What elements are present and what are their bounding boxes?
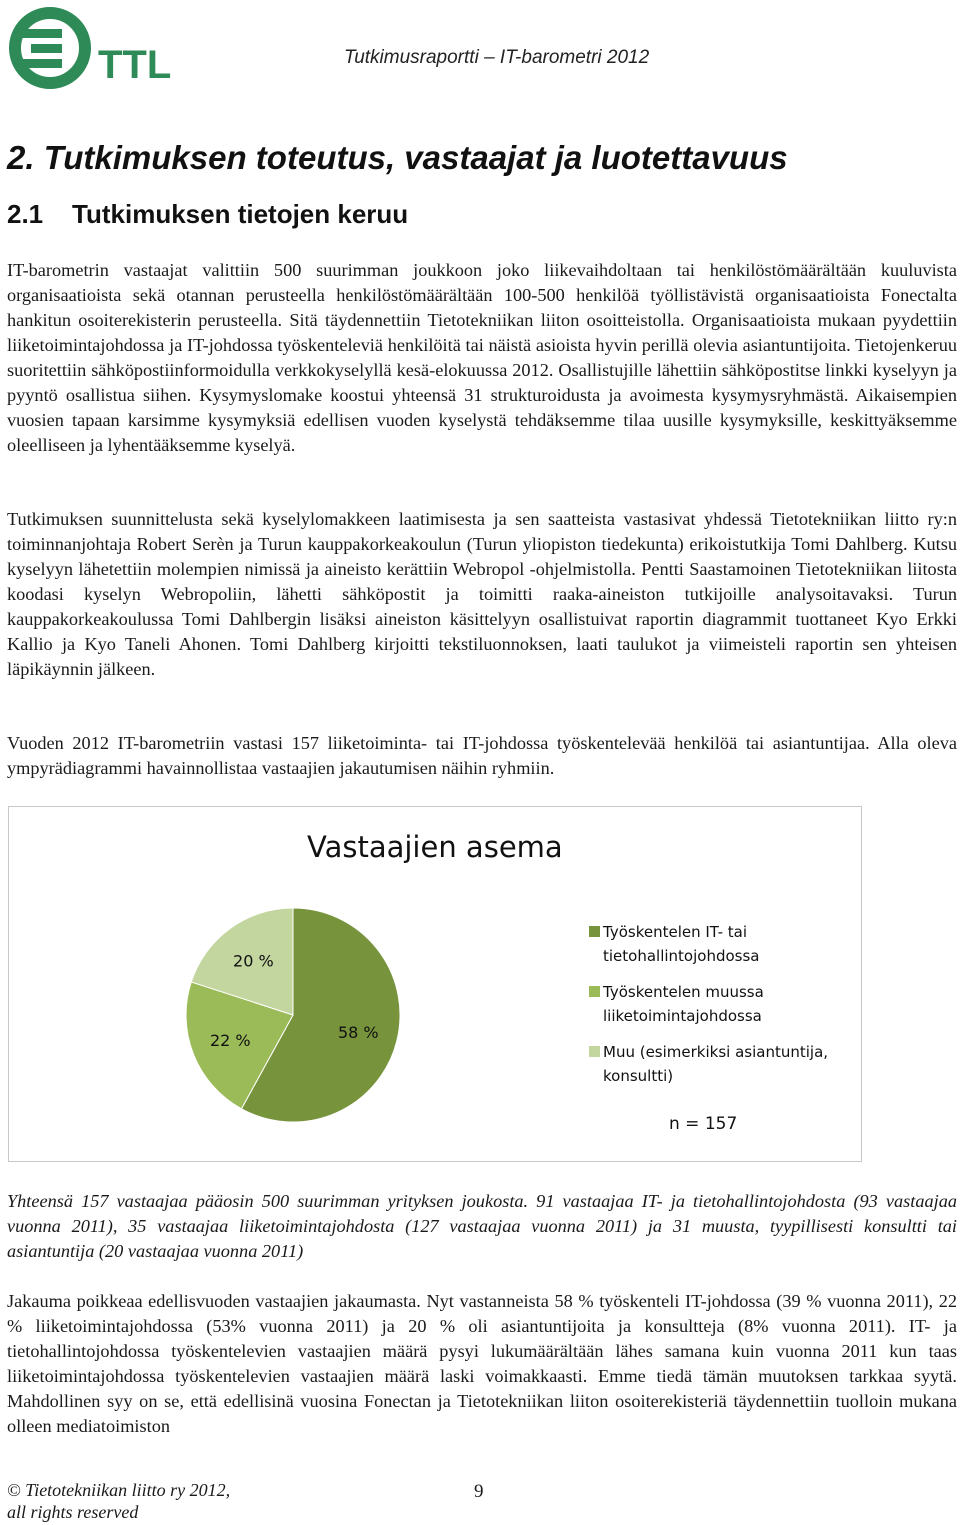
ttl-logo <box>6 4 196 94</box>
chart-caption: Yhteensä 157 vastaajaa pääosin 500 suurimman yrityksen joukosta. 91 vastaajaa IT- ja tietohallintojohdosta (93 vastaajaa vuonna 2011), 35 vastaajaa liiketoimintajohdosta (127 vastaajaa vuonna 2011) ja 31 muusta, tyypillisesti konsultti tai asiantuntija (20 vastaajaa vuonna 2011) <box>7 1191 957 1261</box>
pie-chart <box>9 807 861 1161</box>
legend-label-2-line-1: Työskentelen muussa <box>603 983 764 1001</box>
subsection-title: 2.1 Tutkimuksen tietojen keruu <box>7 199 409 229</box>
pie-data-label-1: 58 % <box>337 1022 379 1042</box>
ttl-logo-bar-bottom <box>18 59 62 68</box>
ttl-logo-bar-top <box>18 29 62 38</box>
copyright <box>7 1479 230 1523</box>
paragraph-data-collection: IT-barometrin vastaajat valittiin 500 suurimman joukkoon joko liikevaihdoltaan tai henkilöstömäärältään kuuluvista organisaatioista sekä otannan perusteella henkilöstömäärältään 100-500 henkilöä työllistävistä organisaatioista Fonectalta hankitun osoiterekisterin perusteella. Sitä täydennettiin Tietotekniikan liiton osoitteistolla. Organisaatioista mukaan pyydettiin liiketoimintajohdossa ja IT-johdossa työskenteleviä henkilöitä tai näistä asioista hyvin perillä olevia asiantuntijoita. Tietojenkeruu suoritettiin sähköpostiinformoidulla verkkokyselyllä kesä-elokuussa 2012. Osallistujille lähettiin sähköpostitse linkki kyselyyn ja pyyntö osallistua siihen. Kysymyslomake koostui yhteensä 31 strukturoidusta ja avoimesta kysymysryhmästä. Aikaisempien vuosien tapaan karsimme kysymyksiä edellisen vuoden kyselystä tehdäksemme tilaa uusille kysymyksille, keskittyäksemme oleelliseen ja lyhentääksemme kyselyä. <box>7 260 957 455</box>
legend-label-1-line-1: Työskentelen IT- tai <box>603 923 747 941</box>
chart-legend <box>589 923 828 1085</box>
sample-size-note: n = 157 <box>669 1114 738 1134</box>
legend-label-1-line-2: tietohallintojohdossa <box>603 947 760 965</box>
report-title: Tutkimusraportti – IT-barometri 2012 <box>344 47 650 68</box>
paragraph-distribution: Jakauma poikkeaa edellisvuoden vastaajien jakaumasta. Nyt vastanneista 58 % työskenteli IT-johdossa (39 % vuonna 2011), 22 % liiketoimintajohdossa (53% vuonna 2011) ja 20 % oli asiantuntijoita ja konsultteja (8% vuonna 2011). IT- ja tietohallintojohdossa työskentelevien vastaajien määrä pysyi lukumäärältään lähes samana kuin vuonna 2011 kun taas liiketoimintajohdossa työskentelevien vastaajien määrä laski voimakkaasti. Emme tiedä tämän muutoksen tarkkaa syytä. Mahdollinen syy on se, että edellisinä vuosina Fonectan ja Tietotekniikan liiton osoiterekisteriä täydennettiin tuolloin mukana olleen mediatoimiston <box>7 1291 957 1436</box>
section-title: 2. Tutkimuksen toteutus, vastaajat ja luotettavuus <box>7 139 788 176</box>
legend-swatch-2 <box>589 986 600 997</box>
copyright-line-2: all rights reserved <box>7 1502 139 1522</box>
copyright-line-1: © Tietotekniikan liitto ry 2012, <box>7 1480 231 1500</box>
pie-data-label-3: 20 % <box>233 951 274 971</box>
paragraph-respondents: Vuoden 2012 IT-barometriin vastasi 157 liiketoiminta- tai IT-johdossa työskentelevää henkilöä tai asiantuntijaa. Alla oleva ympyrädiagrammi havainnollistaa vastaajien jakautumisen näihin ryhmiin. <box>7 733 957 778</box>
legend-label-2-line-2: liiketoimintajohdossa <box>603 1007 762 1025</box>
ttl-logo-bar-middle <box>31 44 62 53</box>
page-number: 9 <box>474 1481 484 1502</box>
pie-chart-box <box>8 806 862 1162</box>
legend-label-3-line-2: konsultti) <box>603 1067 674 1085</box>
ttl-logo-text: TTL <box>98 43 172 87</box>
pie-data-label-2: 22 % <box>209 1030 251 1050</box>
paragraph-authors: Tutkimuksen suunnittelusta sekä kyselylomakkeen laatimisesta ja sen saatteista vastasivat yhdessä Tietotekniikan liitto ry:n toiminnanjohtaja Robert Serèn ja Turun kauppakorkeakoulun (Turun yliopiston tiedekunta) erikoistutkija Tomi Dahlberg. Kutsu kyselyyn lähetettiin molempien nimissä ja aineisto kerättiin Webropol -ohjelmistolla. Pentti Saastamoinen Tietotekniikan liitosta koodasi kyselyn Webropoliin, lähetti sähköpostit ja toimitti raaka-aineiston tutkijoille analysoitavaksi. Turun kauppakorkeakoulussa Tomi Dahlbergin lisäksi aineiston käsittelyyn osallistuivat raportin diagrammit tuottaneet Kyo Erkki Kallio ja Kyo Taneli Ahonen. Tomi Dahlberg kirjoitti tekstiluonnoksen, laati taulukot ja viimeisteli raportin sen yhteisen läpikäynnin jälkeen. <box>7 509 957 679</box>
pie-slices <box>186 908 400 1122</box>
legend-label-3-line-1: Muu (esimerkiksi asiantuntija, <box>603 1043 829 1061</box>
legend-swatch-3 <box>589 1046 600 1057</box>
chart-title: Vastaajien asema <box>307 830 563 864</box>
legend-swatch-1 <box>589 926 600 937</box>
